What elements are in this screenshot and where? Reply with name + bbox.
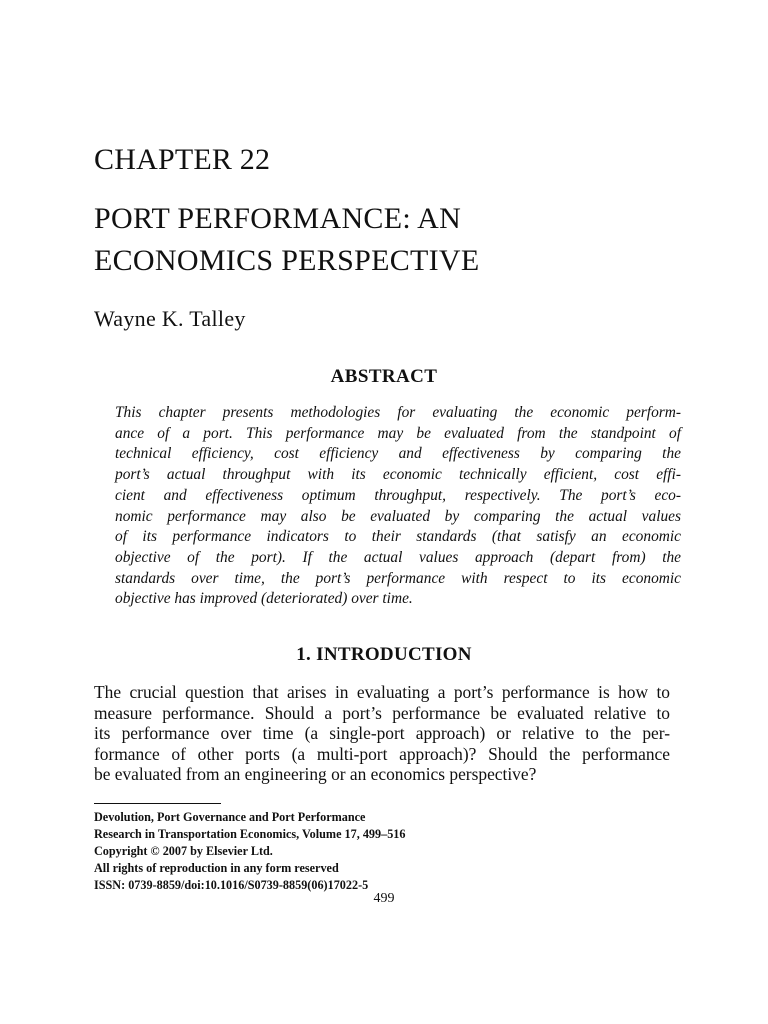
footnote-divider <box>94 803 221 804</box>
paragraph-line: its performance over time (a single-port approach) or relative to the per- <box>94 723 670 744</box>
chapter-title-line: ECONOMICS PERSPECTIVE <box>94 244 480 277</box>
chapter-title <box>94 198 480 282</box>
footnote-line: ISSN: 0739-8859/doi:10.1016/S0739-8859(06)17022-5 <box>94 878 369 893</box>
paragraph-line: The crucial question that arises in evaluating a port’s performance is how to <box>94 682 670 702</box>
footnote-line: All rights of reproduction in any form reserved <box>94 861 339 876</box>
publication-footnote <box>94 809 405 894</box>
paragraph-line: be evaluated from an engineering or an economics perspective? <box>94 764 537 785</box>
author-name: Wayne K. Talley <box>94 306 246 331</box>
abstract-line: cient and effectiveness optimum throughput, respectively. The port’s eco- <box>115 486 681 504</box>
abstract-text <box>115 403 681 610</box>
paragraph-line: formance of other ports (a multi-port approach)? Should the performance <box>94 743 670 764</box>
abstract-line: ance of a port. This performance may be evaluated from the standpoint of <box>115 424 681 442</box>
abstract-heading: ABSTRACT <box>330 366 438 387</box>
abstract-line: nomic performance may also be evaluated by comparing the actual values <box>115 507 681 525</box>
introduction-paragraph <box>94 682 670 785</box>
footnote-line: Devolution, Port Governance and Port Performance <box>94 810 366 824</box>
section-heading-introduction: 1. INTRODUCTION <box>296 644 472 665</box>
page-number: 499 <box>373 891 395 906</box>
abstract-line: port’s actual throughput with its economic technically efficient, cost effi- <box>115 466 681 484</box>
footnote-line: Research in Transportation Economics, Volume 17, 499–516 <box>94 827 406 842</box>
abstract-line: objective of the port). If the actual values approach (depart from) the <box>115 548 681 566</box>
chapter-label: CHAPTER 22 <box>94 143 271 176</box>
chapter-title-line: PORT PERFORMANCE: AN <box>94 202 462 235</box>
paragraph-line: measure performance. Should a port’s performance be evaluated relative to <box>94 702 670 723</box>
abstract-line: objective has improved (deteriorated) over time. <box>115 590 413 608</box>
abstract-line: standards over time, the port’s performance with respect to its economic <box>115 569 681 587</box>
abstract-line: This chapter presents methodologies for evaluating the economic perform- <box>115 404 681 421</box>
footnote-line: Copyright © 2007 by Elsevier Ltd. <box>94 844 273 859</box>
abstract-line: of its performance indicators to their standards (that satisfy an economic <box>115 528 681 546</box>
abstract-line: technical efficiency, cost efficiency and effectiveness by comparing the <box>115 445 681 463</box>
